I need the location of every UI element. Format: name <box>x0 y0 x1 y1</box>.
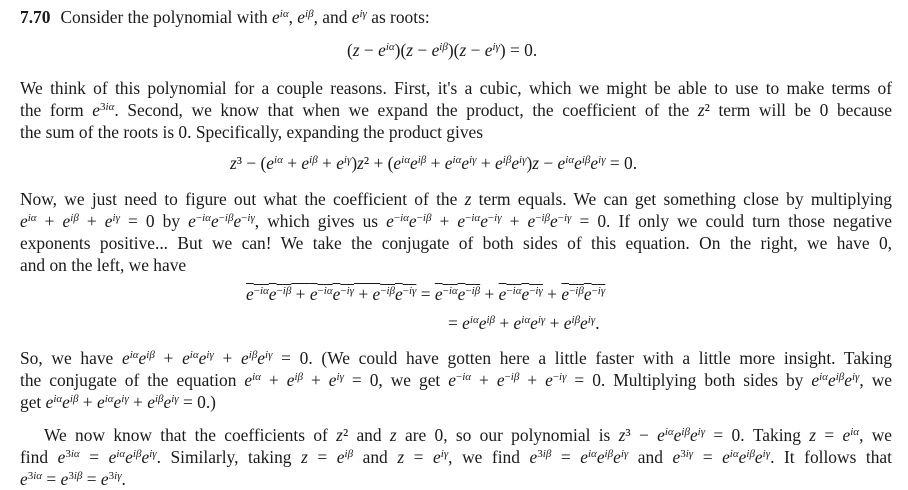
paragraph-1-line-1: We think of this polynomial for a couple reasons. First, it's a cubic, which we might be able to use to make terms of <box>20 78 892 98</box>
paragraph-2-line-3: exponents positive... But we can! We take the conjugate of both sides of this equation. On the right, we have 0, <box>20 233 892 253</box>
paragraph-1-line-3: the sum of the roots is 0. Specifically, expanding the product gives <box>20 122 484 142</box>
paragraph-3-line-3: get $e^{i\alpha}e^{i\beta} + e^{i\alpha}e^{i\gamma} + e^{i\beta}e^{i\gamma} = 0$.) <box>20 392 216 412</box>
paragraph-2-line-4: and on the left, we have <box>20 255 187 275</box>
equation-conjugate-line-2: = $e^{i\alpha}e^{i\beta} + e^{i\alpha}e^{i\gamma} + e^{i\beta}e^{i\gamma}$. <box>448 313 600 333</box>
paragraph-2-line-2: $e^{i\alpha} + e^{i\beta} + e^{i\gamma} = 0$ by $e^{-i\alpha}e^{-i\beta}e^{-i\gamma}$, which gives us $e^{-i\alpha}e^{-i\beta} + e^{-i\alpha}e^{-i\gamma} + e^{-i\beta}e^{-i\gamma} = 0$. If only we could turn those negative <box>20 211 892 231</box>
paragraph-1 <box>20 77 892 143</box>
equation-expanded: $z^3 - (e^{i\alpha} + e^{i\beta} + e^{i\gamma})z^2 + (e^{i\alpha}e^{i\beta} + e^{i\alpha}e^{i\gamma} + e^{i\beta}e^{i\gamma})z - e^{i\alpha}e^{i\beta}e^{i\gamma} = 0$. <box>230 153 638 173</box>
paragraph-2 <box>20 188 892 276</box>
solution-page <box>20 6 892 28</box>
paragraph-4-line-3: $e^{3i\alpha} = e^{3i\beta} = e^{3i\gamma}$. <box>20 469 126 489</box>
problem-number: 7.70 <box>20 7 51 27</box>
equation-roots: $(z - e^{i\alpha})(z - e^{i\beta})(z - e^{i\gamma}) = 0$. <box>347 40 538 60</box>
problem-intro-line <box>20 6 892 28</box>
problem-intro: Consider the polynomial with $e^{i\alpha}$, $e^{i\beta}$, and $e^{i\gamma}$ as roots: <box>60 7 430 27</box>
paragraph-1-line-2: the form $e^{3i\alpha}$. Second, we know that when we expand the product, the coefficient of the z² term will be 0 because <box>20 100 892 120</box>
equation-conjugate-line-1: $e^{-i\alpha}e^{-i\beta} + e^{-i\alpha}e^{-i\gamma} + e^{-i\beta}e^{-i\gamma} = e^{-i\alpha}e^{-i\beta} + e^{-i\alpha}e^{-i\gamma} + e^{-i\beta}e^{-i\gamma}$ <box>246 284 606 304</box>
paragraph-2-line-1: Now, we just need to figure out what the coefficient of the z term equals. We can get something close by multiplying <box>20 189 892 209</box>
paragraph-4 <box>20 424 892 490</box>
paragraph-3-line-2: the conjugate of the equation $e^{i\alpha} + e^{i\beta} + e^{i\gamma} = 0$, we get $e^{-i\alpha} + e^{-i\beta} + e^{-i\gamma} = 0$. Multiplying both sides by $e^{i\alpha}e^{i\beta}e^{i\gamma}$, we <box>20 370 892 390</box>
paragraph-3 <box>20 347 892 413</box>
paragraph-3-line-1: So, we have $e^{i\alpha}e^{i\beta} + e^{i\alpha}e^{i\gamma} + e^{i\beta}e^{i\gamma} = 0$. (We could have gotten here a little faster with a little more insight. Taking <box>20 348 892 368</box>
paragraph-4-line-1: We now know that the coefficients of z² and z are 0, so our polynomial is $z^3 - e^{i\alpha}e^{i\beta}e^{i\gamma} = 0$. Taking $z = e^{i\alpha}$, we <box>44 425 893 445</box>
paragraph-4-line-2: find $e^{3i\alpha} = e^{i\alpha}e^{i\beta}e^{i\gamma}$. Similarly, taking $z = e^{i\beta}$ and $z = e^{i\gamma}$, we find $e^{3i\beta} = e^{i\alpha}e^{i\beta}e^{i\gamma}$ and $e^{3i\gamma} = e^{i\alpha}e^{i\beta}e^{i\gamma}$. It follows that <box>20 447 892 467</box>
